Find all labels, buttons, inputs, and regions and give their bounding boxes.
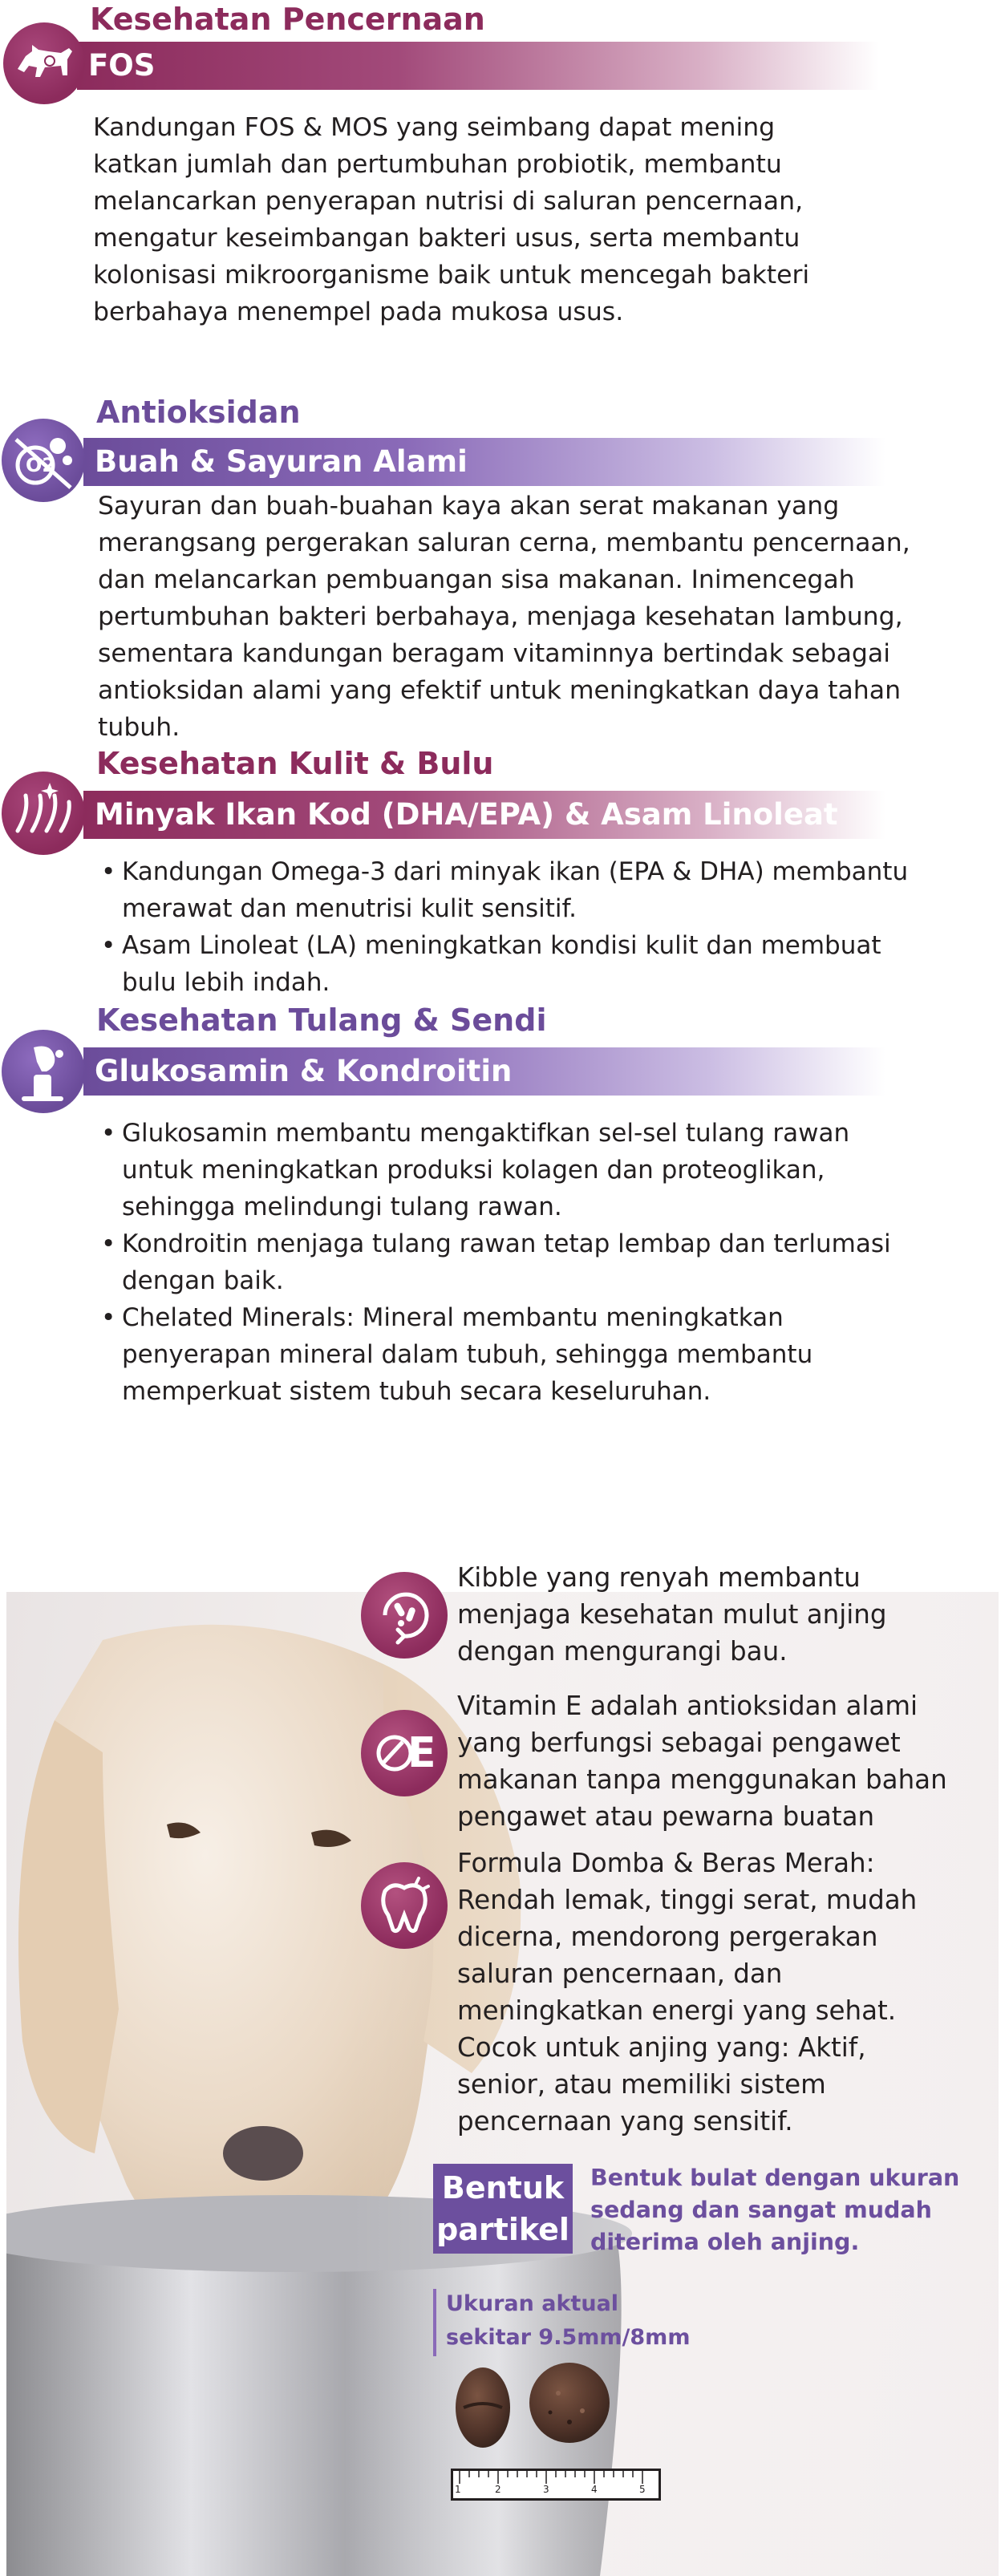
size-marker xyxy=(433,2289,436,2356)
section-description: Kandungan FOS & MOS yang seimbang dapat mening katkan jumlah dan pertumbuhan probiotik, membantu melancarkan penyerapan nutrisi di saluran pencernaan, mengatur keseimbangan bakteri usus, serta membantu kolonisasi mikroorganisme baik untuk mencegah bakteri berbahaya menempel pada mukosa usus. xyxy=(93,113,810,326)
kibble-top xyxy=(529,2363,610,2443)
ruler-label: 5 xyxy=(639,2484,646,2495)
feature-text: Vitamin E adalah antioksidan alami yang berfungsi sebagai pengawet makanan tanpa menggunakan bahan pengawet atau pewarna buatan xyxy=(457,1691,947,1832)
badge-line: Bentuk xyxy=(441,2170,565,2205)
list-item: • Kondroitin menjaga tulang rawan tetap lembap dan terlumasi dengan baik. xyxy=(98,1225,891,1299)
ingredient-bar: Buah & Sayuran Alami xyxy=(83,438,885,486)
list-item: • Asam Linoleat (LA) meningkatkan kondisi kulit dan membuat bulu lebih indah. xyxy=(98,927,908,1001)
vitamin-e-capsule-icon xyxy=(361,1710,448,1796)
feature-text: Kibble yang renyah membantu menjaga kesehatan mulut anjing dengan mengurangi bau. xyxy=(457,1562,887,1667)
o2-label: O2 xyxy=(26,454,56,476)
ingredient-bar: FOS xyxy=(77,42,879,90)
ruler-label: 3 xyxy=(543,2484,549,2495)
ruler-label: 4 xyxy=(591,2484,598,2495)
ruler-label: 1 xyxy=(455,2484,461,2495)
list-item: • Kandungan Omega-3 dari minyak ikan (EPA & DHA) membantu merawat dan menutrisi kulit sensitif. xyxy=(98,853,908,927)
antioxidant-o2-icon xyxy=(2,419,85,502)
actual-size-label xyxy=(446,2287,690,2355)
bullet-list xyxy=(98,853,908,1001)
list-item: • Chelated Minerals: Mineral membantu meningkatkan penyerapan mineral dalam tubuh, sehingga membantu memperkuat sistem tubuh secara keseluruhan. xyxy=(98,1299,891,1410)
tooth-icon xyxy=(361,1862,448,1949)
badge-line: partikel xyxy=(436,2212,569,2247)
vitamin-e-label: E xyxy=(407,1729,436,1777)
category-title: Kesehatan Pencernaan xyxy=(90,2,485,37)
kibble-bacteria-icon xyxy=(361,1572,448,1659)
ingredient-bar: Glukosamin & Kondroitin xyxy=(83,1047,885,1096)
bullet-list xyxy=(98,1115,891,1410)
category-title: Antioksidan xyxy=(96,395,301,430)
size-line: Ukuran aktual xyxy=(446,2291,619,2316)
list-item: • Glukosamin membantu mengaktifkan sel-sel tulang rawan untuk meningkatkan produksi kolagen dan proteoglikan, sehingga melindungi tulang rawan. xyxy=(98,1115,891,1225)
dog-stomach-icon xyxy=(3,22,85,104)
joint-bone-icon xyxy=(2,1030,85,1113)
measurement-ruler xyxy=(451,2469,661,2501)
size-line: sekitar 9.5mm/8mm xyxy=(446,2325,691,2350)
feature-text: Formula Domba & Beras Merah: Rendah lemak, tinggi serat, mudah dicerna, mendorong pergerakan saluran pencernaan, dan meningkatkan energi yang sehat. Cocok untuk anjing yang: Aktif, senior, atau memiliki sistem pencernaan yang sensitif. xyxy=(457,1848,918,2137)
kibble-pieces xyxy=(449,2363,634,2452)
particle-badge xyxy=(433,2164,573,2254)
particle-description: Bentuk bulat dengan ukuran sedang dan sangat mudah diterima oleh anjing. xyxy=(590,2165,960,2255)
ruler-label: 2 xyxy=(495,2484,501,2495)
category-title: Kesehatan Kulit & Bulu xyxy=(96,746,494,781)
category-title: Kesehatan Tulang & Sendi xyxy=(96,1002,547,1038)
section-description: Sayuran dan buah-buahan kaya akan serat makanan yang merangsang pergerakan saluran cerna, membantu pencernaan, dan melancarkan pembuangan sisa makanan. Inimencegah pertumbuhan bakteri berbahaya, menjaga kesehatan lambung, sementara kandungan beragam vitaminnya bertindak sebagai antioksidan alami yang efektif untuk meningkatkan daya tahan tubuh. xyxy=(98,492,910,742)
ingredient-bar: Minyak Ikan Kod (DHA/EPA) & Asam Linoleat xyxy=(83,791,885,839)
skin-coat-icon xyxy=(2,772,85,855)
